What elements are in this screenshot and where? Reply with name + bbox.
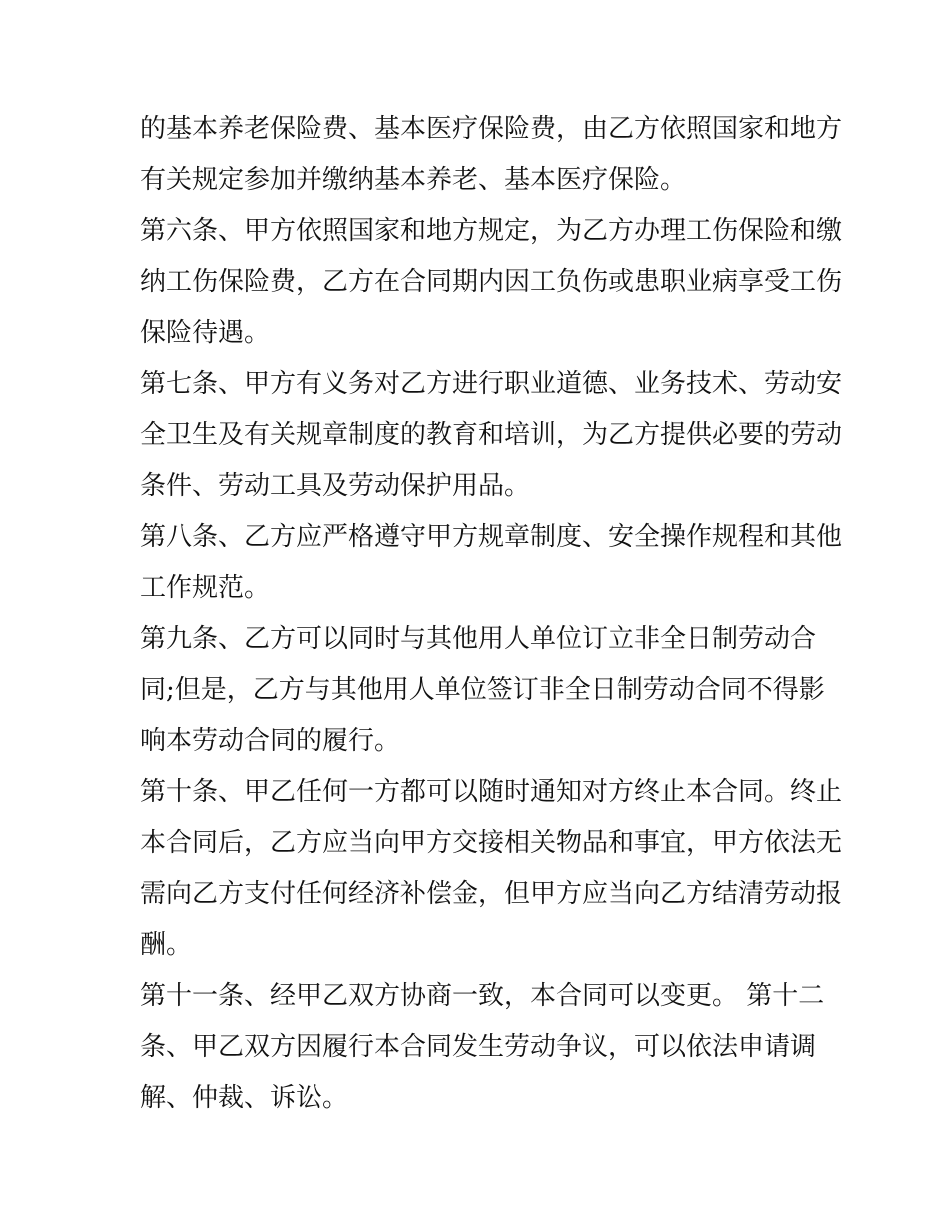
text-line: 有关规定参加并缴纳基本养老、基本医疗保险。 xyxy=(140,165,687,195)
text-line: 条、甲乙双方因履行本合同发生劳动争议，可以依法申请调 xyxy=(140,1032,817,1062)
text-line: 第八条、乙方应严格遵守甲方规章制度、安全操作规程和其他 xyxy=(140,522,843,552)
text-line: 的基本养老保险费、基本医疗保险费，由乙方依照国家和地方 xyxy=(140,114,843,144)
text-line: 保险待遇。 xyxy=(140,318,271,348)
text-line: 本合同后，乙方应当向甲方交接相关物品和事宜，甲方依法无 xyxy=(140,828,843,858)
text-line: 酬。 xyxy=(140,930,193,960)
text-line: 第十一条、经甲乙双方协商一致，本合同可以变更。 第十二 xyxy=(140,981,825,1011)
text-line: 同;但是，乙方与其他用人单位签订非全日制劳动合同不得影 xyxy=(140,675,825,705)
text-line: 解、仲裁、诉讼。 xyxy=(140,1083,349,1113)
text-line: 响本劳动合同的履行。 xyxy=(140,726,401,756)
text-line: 需向乙方支付任何经济补偿金，但甲方应当向乙方结清劳动报 xyxy=(140,879,843,909)
text-line: 第九条、乙方可以同时与其他用人单位订立非全日制劳动合 xyxy=(140,624,817,654)
text-line: 工作规范。 xyxy=(140,573,271,603)
text-line: 全卫生及有关规章制度的教育和培训，为乙方提供必要的劳动 xyxy=(140,420,843,450)
text-line: 条件、劳动工具及劳动保护用品。 xyxy=(140,471,531,501)
text-line: 第十条、甲乙任何一方都可以随时通知对方终止本合同。终止 xyxy=(140,777,843,807)
document-body xyxy=(140,104,843,1124)
text-line: 第六条、甲方依照国家和地方规定，为乙方办理工伤保险和缴 xyxy=(140,216,843,246)
text-line: 纳工伤保险费，乙方在合同期内因工负伤或患职业病享受工伤 xyxy=(140,267,843,297)
text-line: 第七条、甲方有义务对乙方进行职业道德、业务技术、劳动安 xyxy=(140,369,843,399)
